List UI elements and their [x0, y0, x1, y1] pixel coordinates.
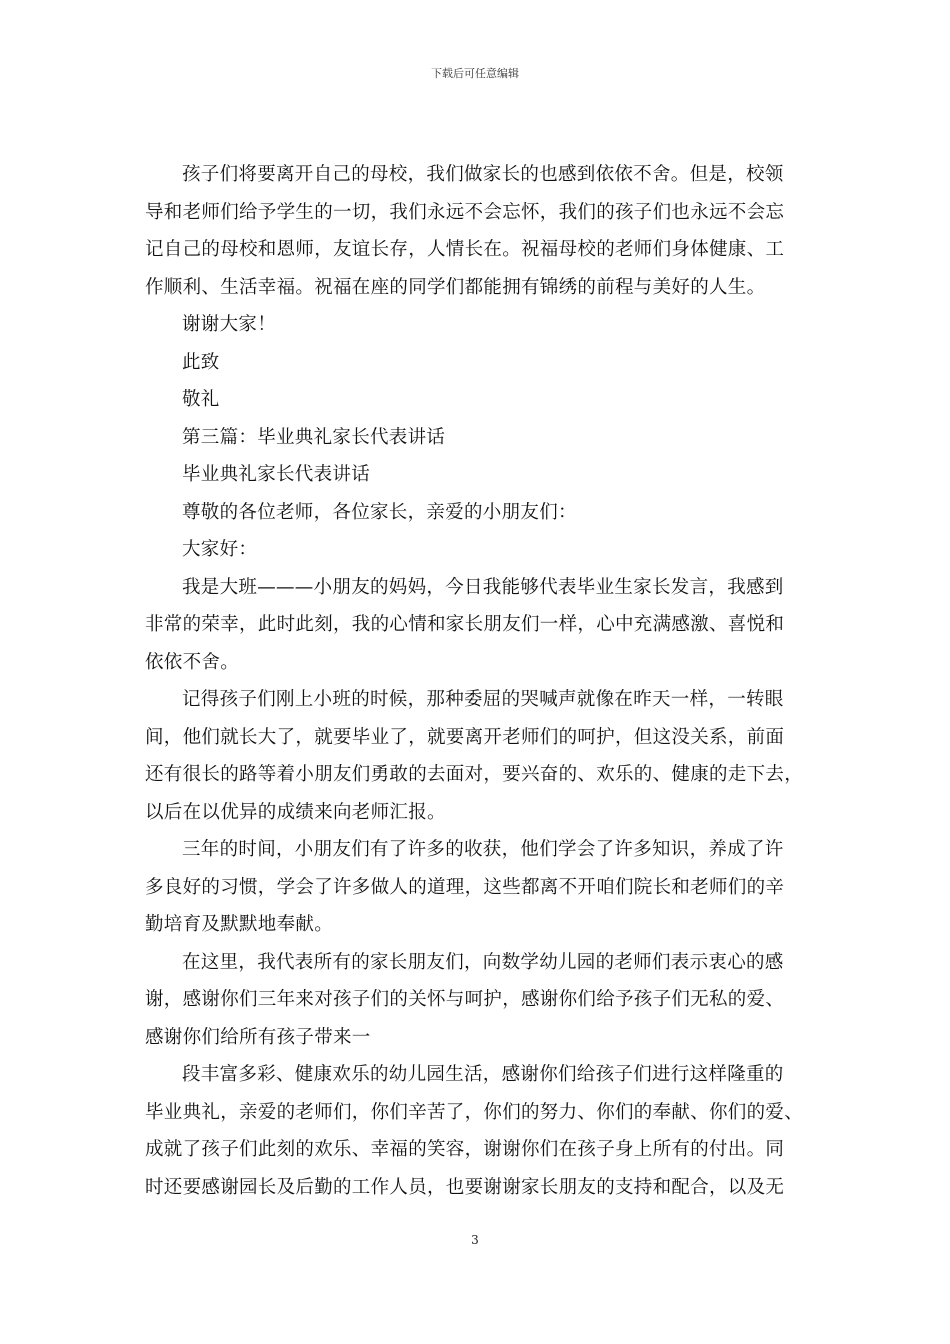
paragraph-salute — [145, 381, 825, 419]
text-line: 非常的荣幸，此时此刻，我的心情和家长朋友们一样，心中充满感激、喜悦和 — [145, 614, 785, 635]
text-line: 作顺利、生活幸福。祝福在座的同学们都能拥有锦绣的前程与美好的人生。 — [145, 276, 766, 298]
text-line: 谢，感谢你们三年来对孩子们的关怀与呵护，感谢你们给予孩子们无私的爱、 — [145, 989, 785, 1010]
text-line: 大家好： — [182, 539, 258, 560]
paragraph-thanks — [145, 306, 825, 344]
paragraph-kindergarten-life — [145, 1056, 825, 1206]
paragraph-memories — [145, 681, 825, 831]
paragraph-gratitude — [145, 944, 825, 1057]
text-line: 三年的时间，小朋友们有了许多的收获，他们学会了许多知识，养成了许 — [182, 839, 784, 860]
text-line: 我是大班———小朋友的妈妈，今日我能够代表毕业生家长发言，我感到 — [182, 576, 784, 598]
document-body — [145, 156, 825, 1206]
text-line: 以后在以优异的成绩来向老师汇报。 — [145, 801, 446, 823]
paragraph-introduction — [145, 569, 825, 682]
text-line: 孩子们将要离开自己的母校，我们做家长的也感到依依不舍。但是，校领 — [182, 164, 784, 185]
text-line: 间，他们就长大了，就要毕业了，就要离开老师们的呵护，但这没关系，前面 — [145, 726, 785, 748]
text-line: 第三篇：毕业典礼家长代表讲话 — [182, 426, 446, 448]
text-line: 此致 — [182, 351, 220, 373]
text-line: 成就了孩子们此刻的欢乐、幸福的笑容，谢谢你们在孩子身上所有的付出。同 — [145, 1139, 785, 1160]
text-line: 勤培育及默默地奉献。 — [145, 914, 334, 935]
speech-title — [145, 456, 825, 494]
text-line: 导和老师们给予学生的一切，我们永远不会忘怀，我们的孩子们也永远不会忘 — [145, 201, 785, 223]
text-line: 感谢你们给所有孩子带来一 — [145, 1026, 371, 1048]
text-line: 时还要感谢园长及后勤的工作人员，也要谢谢家长朋友的支持和配合，以及无 — [145, 1176, 785, 1198]
text-line: 在这里，我代表所有的家长朋友们，向数学幼儿园的老师们表示衷心的感 — [182, 951, 784, 973]
page-header-note: 下载后可任意编辑 — [431, 67, 519, 80]
text-line: 毕业典礼家长代表讲话 — [182, 464, 371, 485]
paragraph-farewell — [145, 156, 825, 306]
section-heading — [145, 419, 825, 457]
text-line: 段丰富多彩、健康欢乐的幼儿园生活，感谢你们给孩子们进行这样隆重的 — [182, 1064, 784, 1085]
text-line: 记自己的母校和恩师，友谊长存，人情长在。祝福母校的老师们身体健康、工 — [145, 239, 785, 260]
text-line: 谢谢大家！ — [182, 314, 277, 335]
text-line: 敬礼 — [182, 389, 220, 410]
salutation — [145, 494, 825, 532]
paragraph-closing — [145, 344, 825, 382]
text-line: 多良好的习惯，学会了许多做人的道理，这些都离不开咱们院长和老师们的辛 — [145, 876, 785, 898]
text-line: 依依不舍。 — [145, 651, 240, 673]
text-line: 毕业典礼，亲爱的老师们，你们辛苦了，你们的努力、你们的奉献、你们的爱、 — [145, 1101, 804, 1123]
text-line: 还有很长的路等着小朋友们勇敢的去面对，要兴奋的、欢乐的、健康的走下去， — [145, 764, 804, 785]
text-line: 尊敬的各位老师，各位家长，亲爱的小朋友们： — [182, 501, 577, 523]
greeting — [145, 531, 825, 569]
paragraph-three-years — [145, 831, 825, 944]
page-number: 3 — [471, 1233, 479, 1247]
text-line: 记得孩子们刚上小班的时候，那种委屈的哭喊声就像在昨天一样，一转眼 — [182, 689, 784, 710]
